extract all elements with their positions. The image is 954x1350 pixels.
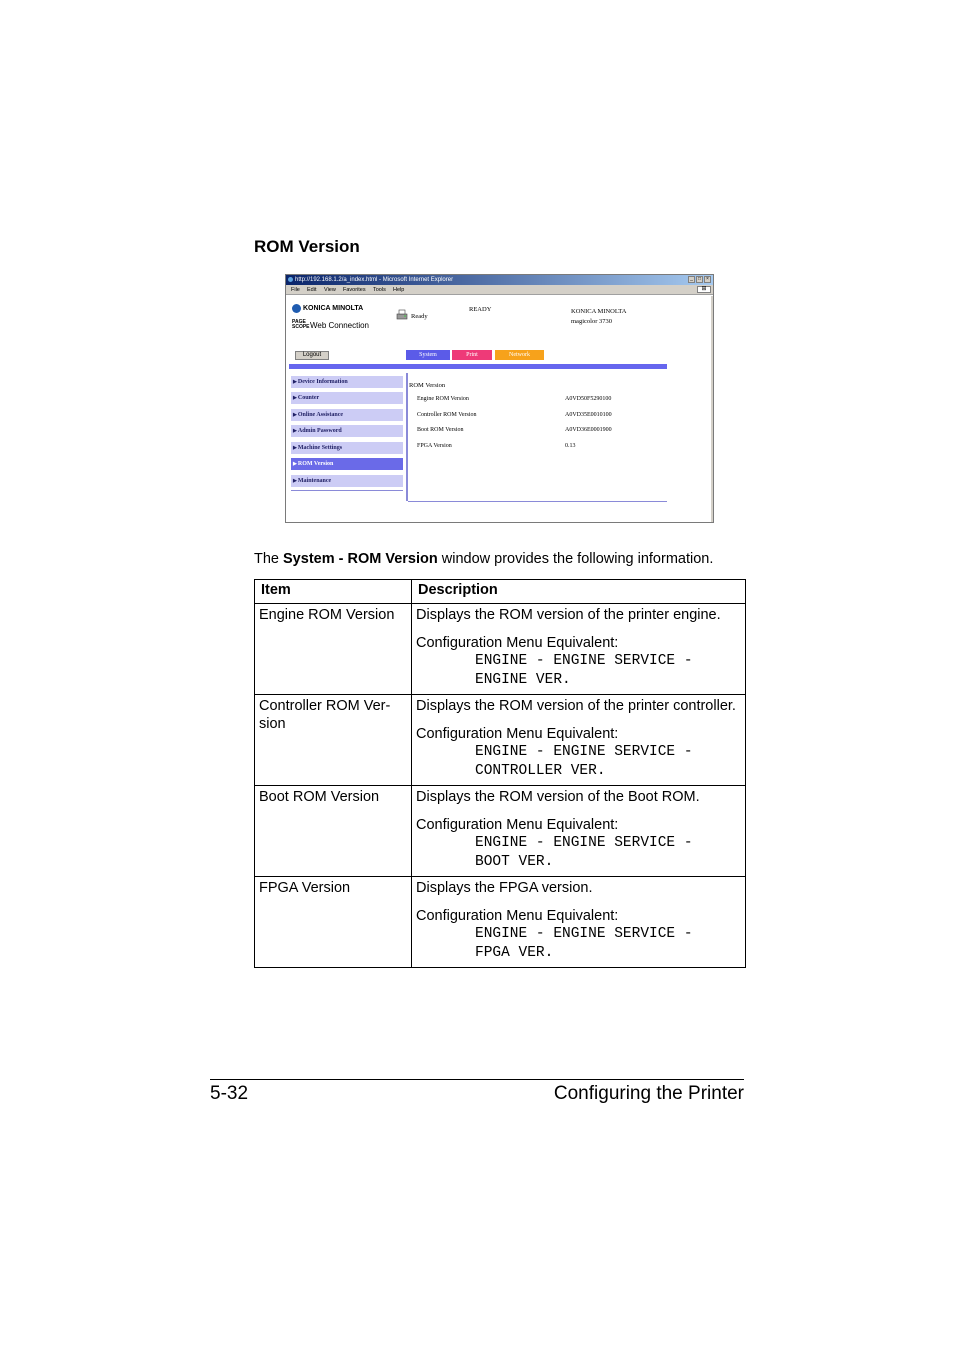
sidebar-item-maintenance[interactable]: ▶Maintenance [291, 475, 403, 487]
menu-file[interactable]: File [291, 287, 300, 293]
footer-rule [210, 1079, 744, 1080]
rom-row-value: A0VD35E0010100 [565, 412, 612, 418]
sidebar-item-counter[interactable]: ▶Counter [291, 392, 403, 404]
close-icon[interactable]: × [704, 276, 711, 283]
panel-divider [406, 373, 408, 501]
table-row [255, 604, 746, 695]
page-scrollbar[interactable] [711, 296, 713, 522]
pagescope-mark: PAGE SCOPE [292, 319, 310, 330]
item-cell: Controller ROM Ver- sion [255, 695, 412, 786]
table-row [255, 877, 746, 968]
logout-button[interactable]: Logout [295, 351, 329, 360]
table-row [255, 695, 746, 786]
browser-title: http://192.168.1.2/a_index.html - Microsoft Internet Explorer [295, 277, 454, 283]
browser-menubar [286, 285, 713, 295]
rom-row-value: 0.13 [565, 443, 576, 449]
menu-edit[interactable]: Edit [307, 287, 317, 293]
sidebar-item-device-information[interactable]: ▶Device Information [291, 376, 403, 388]
table-row [255, 786, 746, 877]
rom-row-name: Controller ROM Version [417, 412, 477, 418]
model-name: magicolor 3730 [571, 318, 612, 325]
minimize-icon[interactable]: _ [688, 276, 695, 283]
description-cell: Displays the ROM version of the printer engine. Configuration Menu Equivalent: ENGINE - ENGINE SERVICE - ENGINE VER. [412, 604, 746, 695]
chapter-title: Configuring the Printer [553, 1083, 744, 1104]
description-cell: Displays the ROM version of the printer controller. Configuration Menu Equivalent: ENGINE - ENGINE SERVICE - CONTROLLER VER. [412, 695, 746, 786]
description-cell: Displays the FPGA version. Configuration Menu Equivalent: ENGINE - ENGINE SERVICE - FPGA VER. [412, 877, 746, 968]
konica-minolta-logo: KONICA MINOLTA [292, 304, 363, 313]
sidebar-item-admin-password[interactable]: ▶Admin Password [291, 425, 403, 437]
header-bar [289, 364, 667, 369]
tab-system[interactable]: System [406, 350, 450, 360]
web-page [286, 296, 713, 522]
ie-icon [288, 277, 293, 282]
menu-help[interactable]: Help [393, 287, 405, 293]
rom-version-table [254, 579, 746, 968]
model-vendor: KONICA MINOLTA [571, 308, 627, 315]
browser-titlebar [286, 275, 713, 285]
status-ready: Ready [411, 313, 428, 320]
menu-view[interactable]: View [324, 287, 336, 293]
rom-row-name: Engine ROM Version [417, 396, 469, 402]
sidebar-item-rom-version[interactable]: ▶ROM Version [291, 458, 403, 470]
status-ready-caps: READY [469, 306, 492, 313]
windows-logo-icon: ⊞ [697, 286, 711, 293]
page-number: 5-32 [210, 1083, 249, 1104]
column-header-description: Description [412, 580, 746, 604]
sidebar-item-online-assistance[interactable]: ▶Online Assistance [291, 409, 403, 421]
menu-tools[interactable]: Tools [373, 287, 386, 293]
item-cell: FPGA Version [255, 877, 412, 968]
tab-network[interactable]: Network [495, 350, 544, 360]
panel-title: ROM Version [409, 382, 446, 389]
globe-icon [292, 304, 301, 313]
rom-row-value: A0VD36E0001900 [565, 427, 612, 433]
rom-row-name: Boot ROM Version [417, 427, 464, 433]
pagescope-web-connection [292, 320, 369, 330]
sidebar-item-machine-settings[interactable]: ▶Machine Settings [291, 442, 403, 454]
item-cell: Boot ROM Version [255, 786, 412, 877]
browser-screenshot [285, 274, 714, 523]
tab-print[interactable]: Print [452, 350, 492, 360]
panel-bottom-rule [408, 501, 667, 502]
description-cell: Displays the ROM version of the Boot ROM. Configuration Menu Equivalent: ENGINE - ENGINE SERVICE - BOOT VER. [412, 786, 746, 877]
printer-icon [396, 309, 408, 321]
rom-row-name: FPGA Version [417, 443, 452, 449]
item-cell: Engine ROM Version [255, 604, 412, 695]
sidebar-divider [291, 490, 403, 491]
rom-row-value: A0VD50F5290100 [565, 396, 612, 402]
column-header-item: Item [255, 580, 412, 604]
menu-favorites[interactable]: Favorites [343, 287, 366, 293]
intro-text: The System - ROM Version window provides the following information. [254, 551, 714, 567]
section-heading: ROM Version [254, 237, 360, 256]
web-connection-label: Web Connection [310, 320, 369, 330]
maximize-icon[interactable]: □ [697, 276, 702, 282]
